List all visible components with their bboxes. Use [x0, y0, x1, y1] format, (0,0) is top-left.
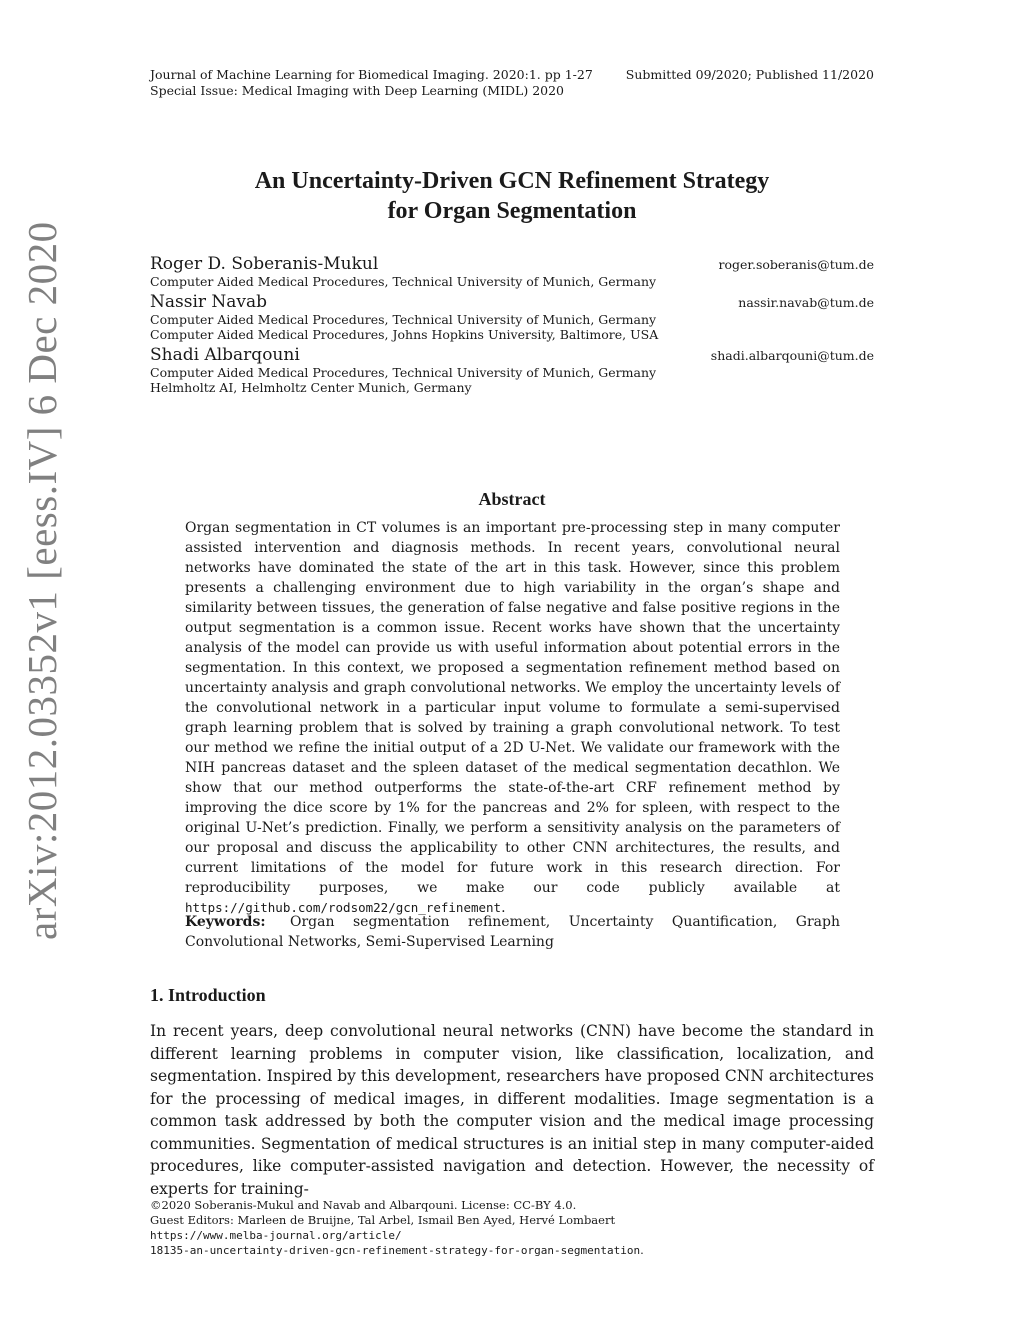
title-line-2: for Organ Segmentation [387, 198, 637, 224]
journal-line: Journal of Machine Learning for Biomedical Imaging. 2020:1. pp 1-27 [150, 67, 593, 82]
author-list [150, 254, 874, 398]
article-url-line-1[interactable]: https://www.melba-journal.org/article/ [150, 1229, 402, 1242]
submission-dates: Submitted 09/2020; Published 11/2020 [625, 67, 874, 82]
author-name: Roger D. Soberanis-Mukul [150, 254, 379, 274]
author-name: Shadi Albarqouni [150, 344, 300, 365]
author-affiliation: Computer Aided Medical Procedures, Technical University of Munich, Germany [150, 364, 657, 380]
author-block [150, 345, 874, 396]
special-issue: Special Issue: Medical Imaging with Deep Learning (MIDL) 2020 [150, 83, 565, 98]
paper-title [150, 166, 874, 226]
author-email[interactable]: nassir.navab@tum.de [738, 294, 874, 310]
code-link[interactable]: https://github.com/rodsom22/gcn_refinement [185, 900, 502, 915]
author-name: Nassir Navab [150, 291, 268, 312]
journal-header [150, 67, 874, 99]
author-block [150, 292, 874, 343]
footnote [150, 1198, 874, 1258]
abstract-body [185, 518, 840, 918]
introduction-paragraph: In recent years, deep convolutional neural networks (CNN) have become the standard in different learning problems in computer vision, like classification, localization, and segmentation. Inspired by this development, researchers have proposed CNN architectures for the processing of medical images, in different modalities. Image segmentation is a common task addressed by both the computer vision and the medical image processing communities. Segmentation of medical structures is an initial step in many computer-aided procedures, like computer-assisted navigation and detection. However, the necessity of experts for training- [150, 1022, 874, 1198]
author-email[interactable]: roger.soberanis@tum.de [718, 257, 874, 272]
article-url-line-2[interactable]: 18135-an-uncertainty-driven-gcn-refinement-strategy-for-organ-segmentation [150, 1244, 641, 1257]
author-block [150, 254, 874, 290]
copyright-line: ©2020 Soberanis-Mukul and Navab and Albarqouni. License: CC-BY 4.0. [150, 1198, 577, 1212]
abstract-heading: Abstract [478, 489, 546, 509]
keywords-text: Organ segmentation refinement, Uncertainty Quantification, Graph Convolutional Networks, Semi-Supervised Learning [185, 914, 840, 950]
author-affiliation: Computer Aided Medical Procedures, Technical University of Munich, Germany [150, 311, 657, 327]
footnote-period: . [640, 1243, 644, 1257]
author-email[interactable]: shadi.albarqouni@tum.de [710, 347, 874, 363]
author-affiliation: Helmholtz AI, Helmholtz Center Munich, Germany [150, 380, 472, 395]
guest-editors: Guest Editors: Marleen de Bruijne, Tal Arbel, Ismail Ben Ayed, Hervé Lombaert [150, 1213, 616, 1227]
abstract-period: . [501, 900, 506, 916]
author-affiliation: Computer Aided Medical Procedures, Technical University of Munich, Germany [150, 274, 657, 289]
keywords-label: Keywords: [185, 914, 266, 930]
section-heading-introduction: 1. Introduction [150, 985, 266, 1005]
abstract-text: Organ segmentation in CT volumes is an important pre-processing step in many computer assisted intervention and diagnosis methods. In recent years, convolutional neural networks have dominated the state of the art in this task. However, since this problem presents a challenging environment due to high variability in the organ’s shape and similarity between tissues, the generation of false negative and false positive regions in the output segmentation is a common issue. Recent works have shown that the uncertainty analysis of the model can provide us with useful information about potential errors in the segmentation. In this context, we proposed a segmentation refinement method based on uncertainty analysis and graph convolutional networks. We employ the uncertainty levels of the convolutional network in a particular input volume to formulate a semi-supervised graph learning problem that is solved by training a graph convolutional network. To test our method we refine the initial output of a 2D U-Net. We validate our framework with the NIH pancreas dataset and the spleen dataset of the medical segmentation decathlon. We show that our method outperforms the state-of-the-art CRF refinement method by improving the dice score by 1% for the pancreas and 2% for spleen, with respect to the original U-Net’s prediction. Finally, we perform a sensitivity analysis on the parameters of our proposal and discuss the applicability to other CNN architectures, the results, and current limitations of the model for future work in this research direction. For reproducibility purposes, we make our code publicly available at [185, 520, 840, 896]
author-affiliation: Computer Aided Medical Procedures, Johns Hopkins University, Baltimore, USA [150, 327, 659, 342]
keywords [185, 912, 840, 952]
arxiv-side-stamp: arXiv:2012.03352v1 [eess.IV] 6 Dec 2020 [19, 221, 65, 940]
title-line-1: An Uncertainty-Driven GCN Refinement Strategy [254, 168, 770, 194]
